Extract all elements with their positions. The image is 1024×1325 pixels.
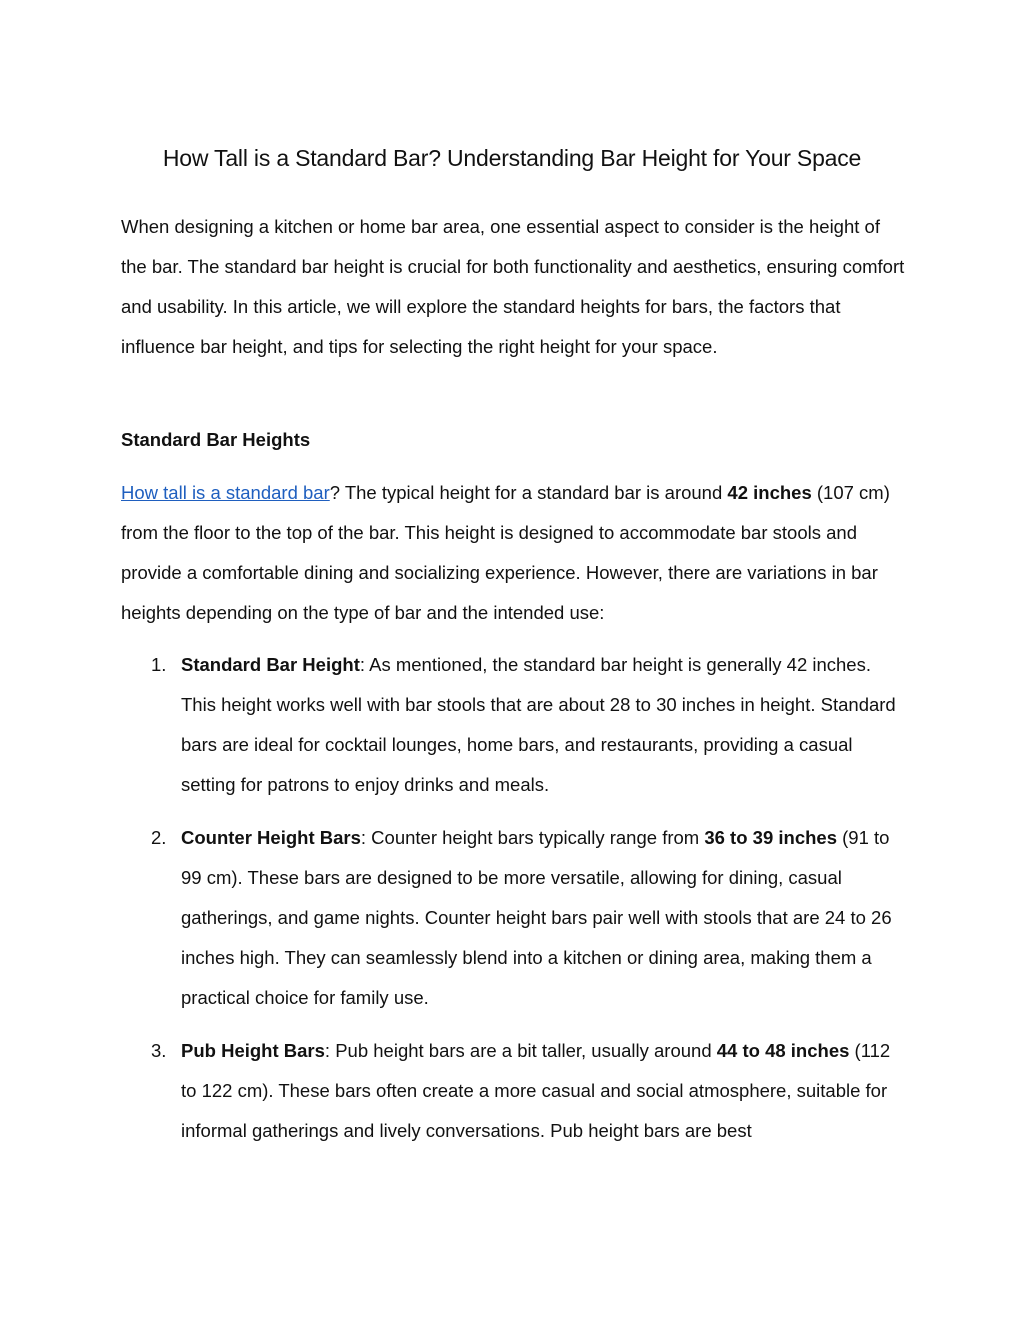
standard-height-paragraph (121, 473, 907, 633)
list-item-text: : Pub height bars are a bit taller, usually around (324, 1040, 717, 1061)
list-item (121, 645, 907, 805)
list-number: 3. (151, 1040, 167, 1061)
list-item-bold-value: 44 to 48 inches (716, 1040, 850, 1061)
list-item-bold-value: 36 to 39 inches (704, 827, 837, 848)
list-item (121, 818, 907, 1018)
list-item-label: Pub Height Bars (181, 1040, 325, 1061)
para-text: ? The typical height for a standard bar is around (329, 482, 728, 503)
list-item-label: Counter Height Bars (181, 827, 361, 848)
page-title: How Tall is a Standard Bar? Understanding Bar Height for Your Space (162, 145, 862, 171)
para-text: (107 cm) from the floor to the top of the bar. This height is designed to accommodate bar stools and provide a comfortable dining and socializing experience. However, there are variations in bar heights depending on the type of bar and the intended use: (121, 482, 890, 623)
section-heading: Standard Bar Heights (121, 429, 311, 450)
list-item-text: : Counter height bars typically range from (360, 827, 705, 848)
list-item-text: : As mentioned, the standard bar height is generally 42 inches. This height works well with bar stools that are about 28 to 30 inches in height. Standard bars are ideal for cocktail lounges, home bars, and restaurants, providing a casual setting for patrons to enjoy drinks and meals. (181, 654, 896, 795)
list-item-label: Standard Bar Height (181, 654, 360, 675)
standard-bar-link[interactable]: How tall is a standard bar (121, 482, 330, 503)
intro-paragraph: When designing a kitchen or home bar area, one essential aspect to consider is the height of the bar. The standard bar height is crucial for both functionality and aesthetics, ensuring comfort and usability. In this article, we will explore the standard heights for bars, the factors that influence bar height, and tips for selecting the right height for your space. (121, 216, 905, 357)
list-item-text: (91 to 99 cm). These bars are designed to be more versatile, allowing for dining, casual gatherings, and game nights. Counter height bars pair well with stools that are 24 to 26 inches high. They can seamlessly blend into a kitchen or dining area, making them a practical choice for family use. (181, 827, 892, 1008)
list-item-text: (112 to 122 cm). These bars often create a more casual and social atmosphere, suitable for informal gatherings and lively conversations. Pub height bars are best (181, 1040, 891, 1141)
para-bold-value: 42 inches (727, 482, 812, 503)
list-number: 1. (151, 654, 167, 675)
list-number: 2. (151, 827, 167, 848)
list-item (121, 1031, 907, 1151)
